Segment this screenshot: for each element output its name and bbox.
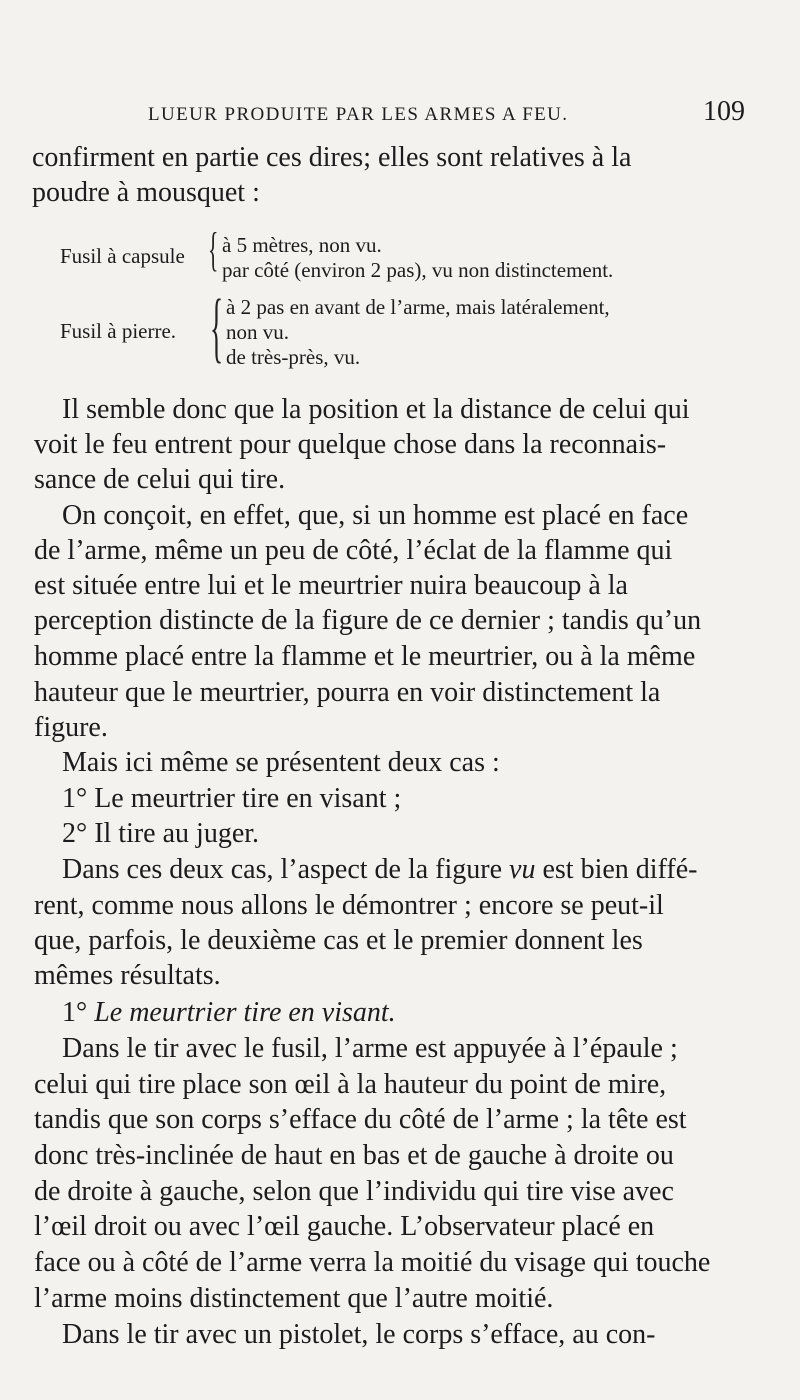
text-line: hauteur que le meurtrier, pourra en voir distinctement la: [34, 677, 661, 708]
page-header: [148, 96, 745, 132]
text-line: est située entre lui et le meurtrier nuira beaucoup à la: [34, 570, 628, 601]
table-label-pierre: Fusil à pierre.: [60, 319, 177, 343]
table-label-capsule: Fusil à capsule: [60, 244, 185, 268]
text-line: l’arme moins distinctement que l’autre moitié.: [34, 1283, 554, 1314]
text-line: homme placé entre la flamme et le meurtrier, ou à la même: [34, 641, 696, 672]
text-line: Il semble donc que la position et la distance de celui qui: [62, 394, 690, 425]
text-line: voit le feu entrent pour quelque chose dans la reconnais-: [34, 429, 667, 460]
text-line: sance de celui qui tire.: [34, 464, 286, 495]
text-line: Mais ici même se présentent deux cas :: [62, 747, 500, 778]
text-line: rent, comme nous allons le démontrer ; encore se peut-il: [34, 890, 664, 921]
text-line: de l’arme, même un peu de côté, l’éclat de la flamme qui: [34, 535, 673, 566]
text-line: figure.: [34, 712, 108, 743]
text-line: Dans le tir avec le fusil, l’arme est appuyée à l’épaule ;: [62, 1033, 678, 1064]
text-line: celui qui tire place son œil à la hauteur du point de mire,: [34, 1069, 667, 1100]
text-line: confirment en partie ces dires; elles sont relatives à la: [32, 142, 632, 173]
text-line: que, parfois, le deuxième cas et le premier donnent les: [34, 925, 643, 956]
section-heading: 1° Le meurtrier tire en visant.: [62, 997, 396, 1028]
table-row: par côté (environ 2 pas), vu non distinctement.: [222, 258, 614, 282]
text-line: de droite à gauche, selon que l’individu qui tire vise avec: [34, 1176, 674, 1207]
text-line: Dans le tir avec un pistolet, le corps s’efface, au con-: [62, 1319, 656, 1350]
text-line: 1° Le meurtrier tire en visant ;: [62, 783, 402, 814]
running-title: LUEUR PRODUITE PAR LES ARMES A FEU.: [148, 104, 569, 125]
text-line: mêmes résultats.: [34, 960, 221, 991]
text-line: poudre à mousquet :: [32, 177, 260, 208]
text-line: 2° Il tire au juger.: [62, 818, 260, 849]
page-number: 109: [703, 96, 745, 127]
text-line: face ou à côté de l’arme verra la moitié du visage qui touche: [34, 1247, 711, 1278]
text-line: On conçoit, en effet, que, si un homme est placé en face: [62, 500, 689, 531]
text-line: l’œil droit ou avec l’œil gauche. L’observateur placé en: [34, 1211, 655, 1242]
table-row: non vu.: [226, 320, 289, 344]
brace-icon: {: [208, 223, 219, 276]
text-line: Dans ces deux cas, l’aspect de la figure vu est bien diffé-: [62, 854, 698, 885]
brace-icon: {: [210, 283, 224, 370]
text-line: donc très-inclinée de haut en bas et de gauche à droite ou: [34, 1140, 674, 1171]
text-line: perception distincte de la figure de ce dernier ; tandis qu’un: [34, 605, 702, 636]
text-line: tandis que son corps s’efface du côté de l’arme ; la tête est: [34, 1104, 687, 1135]
table-row: à 2 pas en avant de l’arme, mais latéralement,: [226, 295, 610, 319]
table-row: de très-près, vu.: [226, 345, 361, 369]
table-row: à 5 mètres, non vu.: [222, 233, 382, 257]
